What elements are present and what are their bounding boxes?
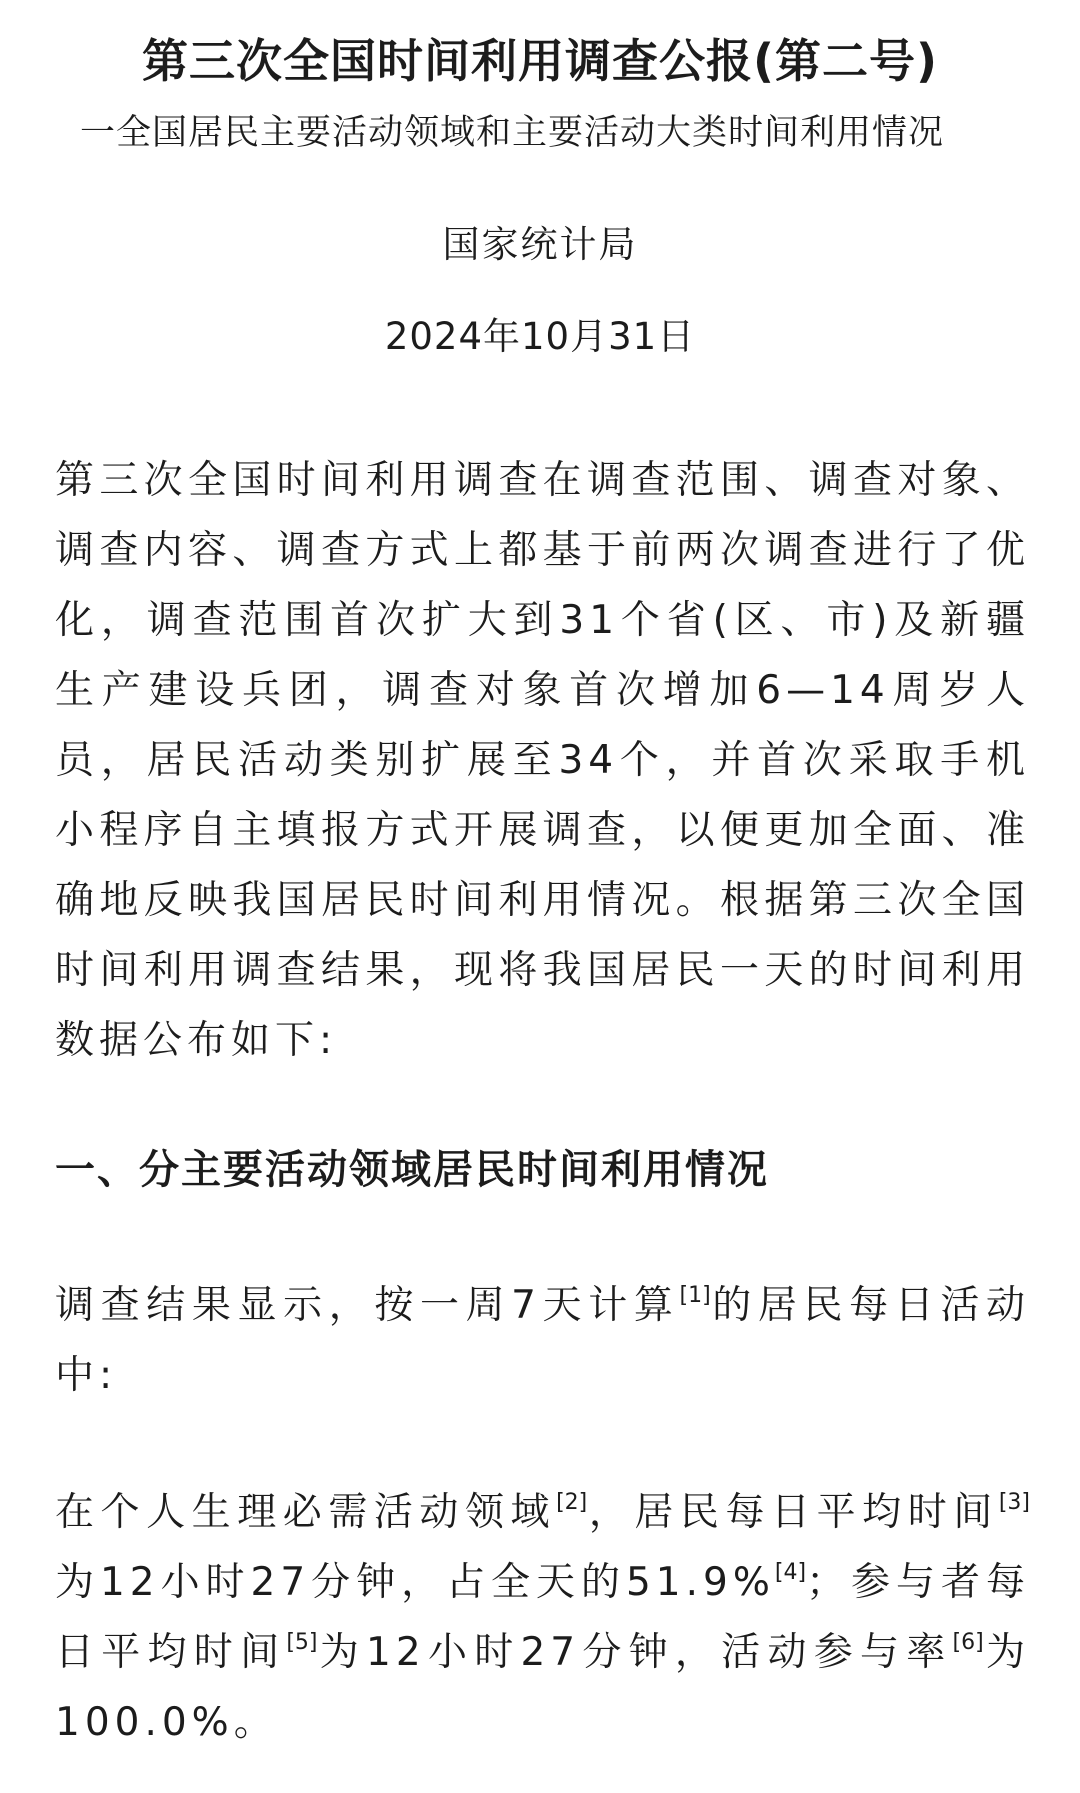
publish-date: 2024年10月31日: [384, 315, 696, 358]
issuer: 国家统计局: [442, 223, 638, 266]
paragraph-text: 在个人生理必需活动领域: [55, 1490, 557, 1535]
paragraph-text: 为100.0%。: [55, 1630, 1030, 1745]
paragraph-text: 调查结果显示，按一周7天计算: [55, 1283, 680, 1328]
paragraph-text: 的居民每日活动中:: [55, 1283, 1030, 1398]
footnote-ref-4[interactable]: [4]: [774, 1560, 807, 1585]
footnote-ref-5[interactable]: [5]: [286, 1630, 318, 1655]
paragraph-text: ，居民每日平均时间: [587, 1490, 999, 1535]
paragraph-physiological: [55, 1478, 1030, 1758]
section-heading-1: 一、分主要活动领域居民时间利用情况: [55, 1147, 769, 1193]
document-subtitle: 一全国居民主要活动领域和主要活动大类时间利用情况: [80, 113, 945, 153]
footnote-ref-6[interactable]: [6]: [952, 1630, 984, 1655]
document-title: 第三次全国时间利用调查公报(第二号): [141, 34, 939, 88]
footnote-ref-1[interactable]: [1]: [679, 1283, 711, 1308]
intro-paragraph: 第三次全国时间利用调查在调查范围、调查对象、调查内容、调查方式上都基于前两次调查进行了优化，调查范围首次扩大到31个省(区、市)及新疆生产建设兵团，调查对象首次增加6—14周岁人员，居民活动类别扩展至34个，并首次采取手机小程序自主填报方式开展调查，以便更加全面、准确地反映我国居民时间利用情况。根据第三次全国时间利用调查结果，现将我国居民一天的时间利用数据公布如下:: [55, 458, 1030, 1063]
paragraph-text: 为12小时27分钟，占全天的51.9%: [55, 1560, 775, 1605]
paragraph-text: ；参与者每日平均时间: [55, 1560, 1030, 1675]
paragraph-text: 为12小时27分钟，活动参与率: [317, 1630, 953, 1675]
footnote-ref-3[interactable]: [3]: [998, 1490, 1030, 1515]
footnote-ref-2[interactable]: [2]: [556, 1490, 588, 1515]
paragraph-survey-result: [55, 1271, 1030, 1411]
